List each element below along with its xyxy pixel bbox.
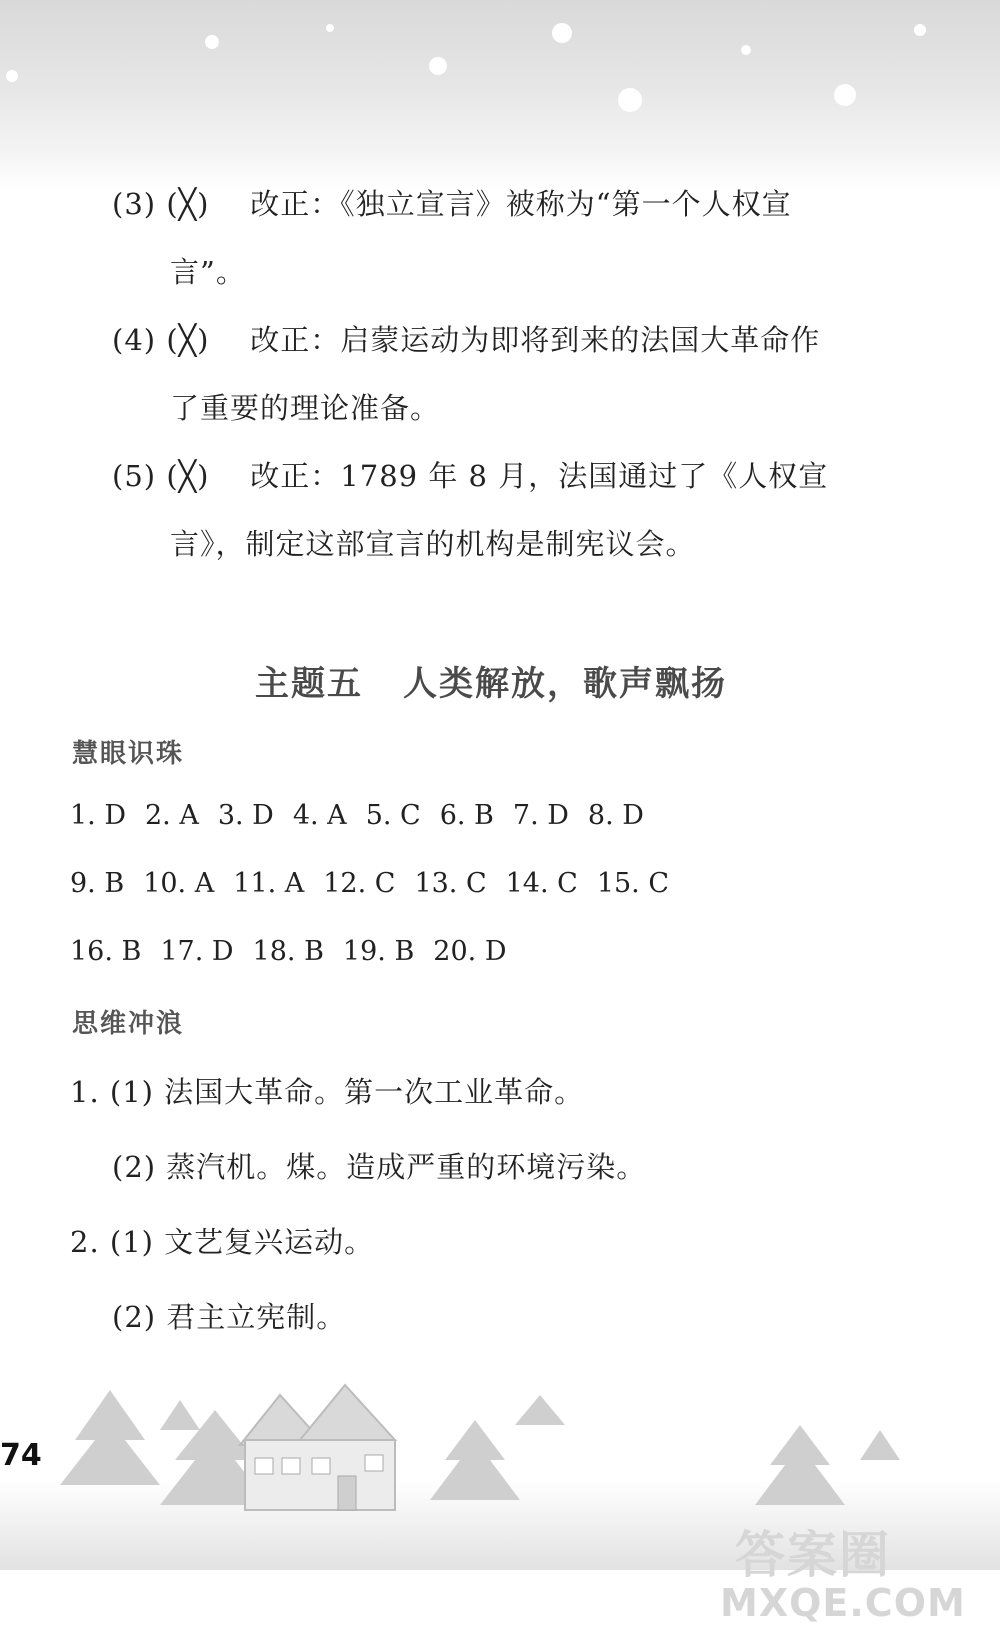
answer-row-3: 16. B 17. D 18. B 19. B 20. D bbox=[70, 936, 507, 967]
top-decoration bbox=[0, 0, 1000, 190]
heading-huiyan: 慧眼识珠 bbox=[72, 739, 185, 769]
item-3-line1: (3) (╳) 改正：《独立宣言》被称为“第一个人权宣 bbox=[112, 187, 792, 221]
answer-row-1: 1. D 2. A 3. D 4. A 5. C 6. B 7. D 8. D bbox=[70, 800, 644, 831]
watermark bbox=[710, 1515, 995, 1630]
heading-siwei: 思维冲浪 bbox=[72, 1009, 185, 1039]
item-4-line2: 了重要的理论准备。 bbox=[170, 391, 441, 425]
item-3-line2: 言”。 bbox=[170, 255, 246, 289]
house-icon bbox=[240, 1385, 395, 1510]
item-5-line1: (5) (╳) 改正：1789 年 8 月，法国通过了《人权宣 bbox=[112, 459, 829, 493]
snow-dots-decoration bbox=[0, 0, 1000, 190]
section-title: 主题五 人类解放，歌声飘扬 bbox=[255, 664, 727, 704]
answer-q2-1: 2. (1) 文艺复兴运动。 bbox=[70, 1225, 375, 1259]
item-5-line2: 言》，制定这部宣言的机构是制宪议会。 bbox=[170, 527, 696, 561]
answer-row-2: 9. B 10. A 11. A 12. C 13. C 14. C 15. C bbox=[70, 868, 669, 899]
page-number: 74 bbox=[0, 1438, 42, 1473]
answer-q1-1: 1. (1) 法国大革命。第一次工业革命。 bbox=[70, 1075, 585, 1109]
answer-q1-2: (2) 蒸汽机。煤。造成严重的环境污染。 bbox=[112, 1150, 647, 1184]
item-4-line1: (4) (╳) 改正：启蒙运动为即将到来的法国大革命作 bbox=[112, 323, 821, 357]
watermark-logo: 答案圈 bbox=[735, 1526, 891, 1584]
watermark-url: MXQE.COM bbox=[720, 1581, 966, 1625]
answer-q2-2: (2) 君主立宪制。 bbox=[112, 1300, 347, 1334]
